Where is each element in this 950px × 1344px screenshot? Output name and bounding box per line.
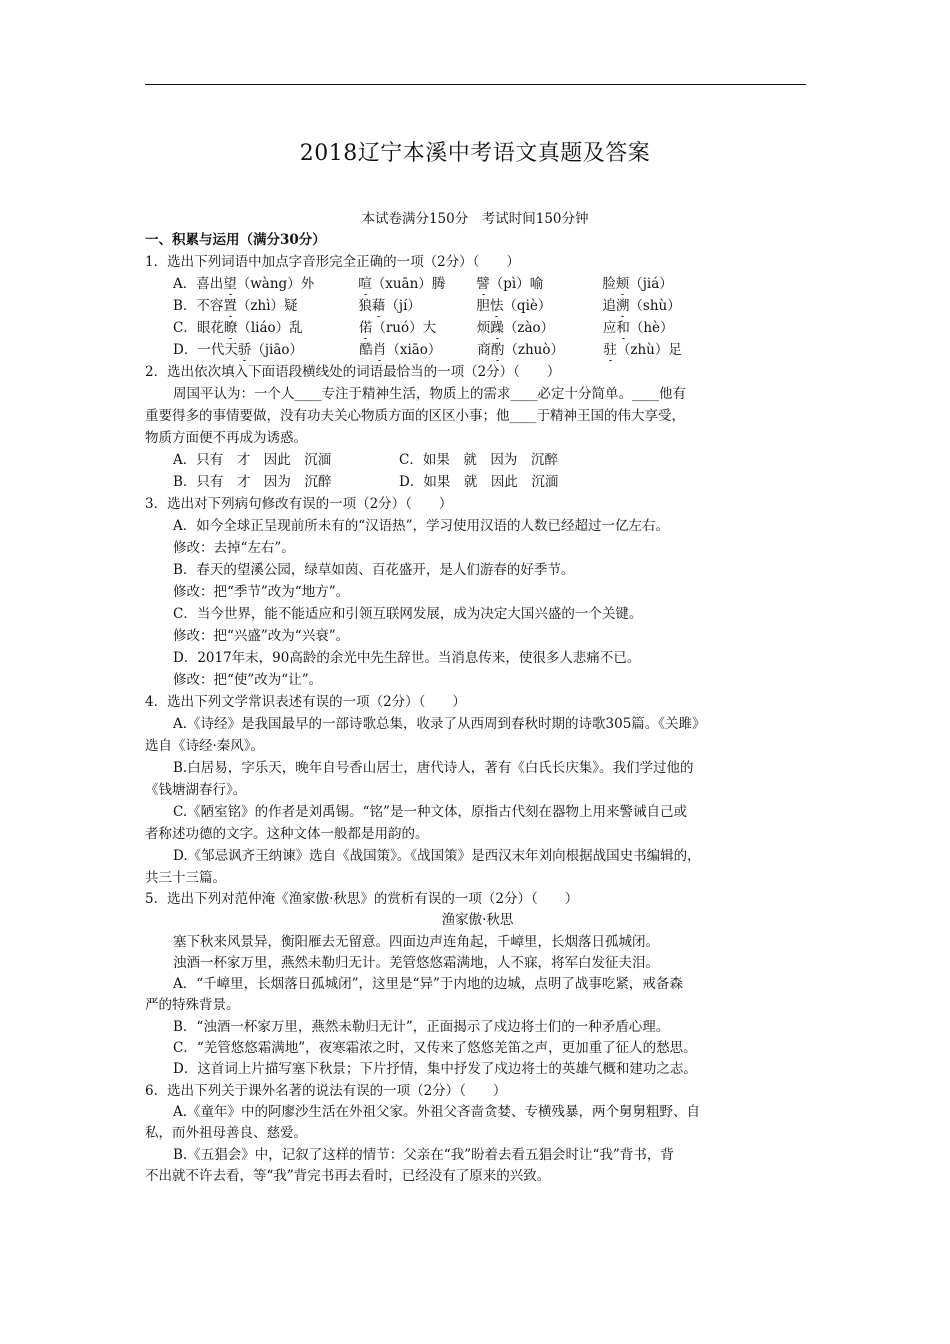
- option-label: C．: [173, 320, 197, 336]
- q1-d-word-2: 酷肖（xiāo）: [359, 339, 477, 361]
- q1-a-word-2: 喧（xuān）腾: [358, 273, 476, 295]
- q3-option-d: D．2017年末，90高龄的余光中先生辞世。当消息传来，使很多人悲痛不已。: [173, 650, 641, 666]
- question-3-stem: 3．选出对下列病句修改有误的一项（2分）（ ）: [145, 496, 453, 512]
- q2-option-d: D．如果 就 因此 沉湎: [399, 474, 559, 490]
- q4-option-b: B.白居易，字乐天，晚年自号香山居士，唐代诗人，著有《白氏长庆集》。我们学过他的: [173, 760, 694, 776]
- q1-c-word-1: 眼花瞭（liáo）乱: [197, 317, 359, 339]
- q4-option-d: D.《邹忌讽齐王纳谏》选自《战国策》。《战国策》是西汉末年刘向根据战国史书编辑的，: [173, 848, 701, 864]
- poem-line: 塞下秋来风景异，衡阳雁去无留意。四面边声连角起，千嶂里，长烟落日孤城闭。: [173, 933, 659, 950]
- q6-option-a: A.《童年》中的阿廖沙生活在外祖父家。外祖父吝啬贪婪、专横残暴，两个舅舅粗野、自: [173, 1103, 701, 1120]
- q3-option-a: A．如今全球正呈现前所未有的“汉语热”，学习使用汉语的人数已经超过一亿左右。: [173, 518, 670, 534]
- q6-option-a-cont: 私，而外祖母善良、慈爱。: [145, 1125, 307, 1142]
- question-1-stem: 1．选出下列词语中加点字音形完全正确的一项（2分）（ ）: [145, 254, 520, 270]
- q2-passage-line: 周国平认为：一个人____专注于精神生活，物质上的需求____必定十分简单。____他有: [173, 386, 686, 402]
- q3-option-b-fix: 修改：把“季节”改为“地方”。: [173, 584, 350, 600]
- q1-a-word-4: 脸颊（jiá）: [602, 273, 673, 295]
- q1-c-word-3: 烦躁（zào）: [477, 317, 603, 339]
- page-title: 2018辽宁本溪中考语文真题及答案: [299, 141, 651, 166]
- q2-options-row-1: [145, 449, 810, 471]
- q5-option-d: D．这首词上片描写塞下秋景；下片抒情，集中抒发了戍边将士的英雄气概和建功之志。: [173, 1061, 697, 1078]
- q2-option-b: B．只有 才 因为 沉醉: [173, 474, 332, 490]
- option-label: B．: [173, 298, 197, 314]
- q5-option-c: C．“羌管悠悠霜满地”，夜寒霜浓之时，又传来了悠悠羌笛之声，更加重了征人的愁思。: [173, 1040, 697, 1057]
- q1-d-word-3: 商酌（zhuò）: [477, 339, 603, 361]
- q1-c-word-2: 偌（ruó）大: [359, 317, 477, 339]
- q1-option-c: [145, 317, 810, 339]
- q2-option-c: C．如果 就 因为 沉醉: [399, 452, 558, 468]
- q6-option-b: B.《五猖会》中，记叙了这样的情节：父亲在“我”盼着去看五猖会时让“我”背书，背: [173, 1146, 674, 1163]
- q4-option-a: A.《诗经》是我国最早的一部诗歌总集，收录了从西周到春秋时期的诗歌305篇。《关雎》: [173, 716, 706, 732]
- q4-option-b-cont: 《钱塘湖春行》。: [145, 782, 247, 798]
- q3-option-c-fix: 修改：把“兴盛”改为“兴衰”。: [173, 628, 350, 644]
- option-label: D．: [173, 342, 198, 358]
- q5-option-b: B．“浊酒一杯家万里，燕然未勒归无计”，正面揭示了戍边将士们的一种矛盾心理。: [173, 1018, 670, 1035]
- q3-option-d-fix: 修改：把“使”改为“让”。: [173, 672, 323, 688]
- q2-options-row-2: [145, 471, 810, 493]
- q1-option-a: [145, 273, 810, 295]
- exam-content: [145, 229, 810, 1187]
- q2-passage-line: 物质方面便不再成为诱惑。: [145, 430, 307, 446]
- poem-line: 浊酒一杯家万里，燕然未勒归无计。羌管悠悠霜满地，人不寐，将军白发征夫泪。: [173, 954, 659, 971]
- q4-option-a-cont: 选自《诗经·秦风》。: [145, 738, 265, 754]
- q3-option-b: B．春天的望溪公园，绿草如茵、百花盛开，是人们游春的好季节。: [173, 562, 575, 578]
- q1-b-word-4: 追溯（shù）: [602, 295, 680, 317]
- q1-b-word-3: 胆怯（qiè）: [476, 295, 602, 317]
- q1-d-word-4: 驻（zhù）足: [603, 339, 682, 361]
- section-heading: 一、积累与运用（满分30分）: [145, 232, 326, 248]
- q4-option-c: C.《陋室铭》的作者是刘禹锡。“铭”是一种文体，原指古代刻在器物上用来警诫自己或: [173, 804, 687, 820]
- q5-option-a: A．“千嶂里，长烟落日孤城闭”，这里是“异”于内地的边城，点明了战事吃紧，戒备森: [173, 976, 683, 993]
- q1-b-word-1: 不容置（zhì）疑: [196, 295, 358, 317]
- q4-option-d-cont: 共三十三篇。: [145, 870, 226, 886]
- question-4-stem: 4．选出下列文学常识表述有误的一项（2分）（ ）: [145, 694, 466, 710]
- q3-option-c: C．当今世界，能不能适应和引领互联网发展，成为决定大国兴盛的一个关键。: [173, 606, 643, 622]
- question-5-stem: 5．选出下列对范仲淹《渔家傲·秋思》的赏析有误的一项（2分）（ ）: [145, 891, 579, 907]
- q6-option-b-cont: 不出就不许去看，等“我”背完书再去看时，已经没有了原来的兴致。: [145, 1167, 551, 1184]
- exam-info: 本试卷满分150分 考试时间150分钟: [361, 211, 589, 227]
- question-2-stem: 2．选出依次填入下面语段横线处的词语最恰当的一项（2分）（ ）: [145, 364, 561, 380]
- q1-a-word-1: 喜出望（wàng）外: [196, 273, 358, 295]
- q1-option-b: [145, 295, 810, 317]
- q1-d-word-1: 一代天骄（jiāo）: [197, 339, 359, 361]
- q5-option-a-cont: 严的特殊背景。: [145, 997, 240, 1014]
- q1-b-word-2: 狼藉（jí）: [358, 295, 476, 317]
- q1-a-word-3: 譬（pì）喻: [476, 273, 602, 295]
- q2-option-a: A．只有 才 因此 沉湎: [173, 452, 332, 468]
- header-rule: [145, 84, 806, 85]
- poem-title: 渔家傲·秋思: [441, 912, 514, 929]
- option-label: A．: [173, 276, 197, 292]
- q4-option-c-cont: 者称述功德的文字。这种文体一般都是用韵的。: [145, 826, 429, 842]
- q1-option-d: [145, 339, 810, 361]
- question-6-stem: 6．选出下列关于课外名著的说法有误的一项（2分）（ ）: [145, 1082, 507, 1099]
- q1-c-word-4: 应和（hè）: [603, 317, 674, 339]
- q3-option-a-fix: 修改：去掉“左右”。: [173, 540, 295, 556]
- q2-passage-line: 重要得多的事情要做，没有功夫关心物质方面的区区小事；他____于精神王国的伟大享受，: [145, 408, 685, 424]
